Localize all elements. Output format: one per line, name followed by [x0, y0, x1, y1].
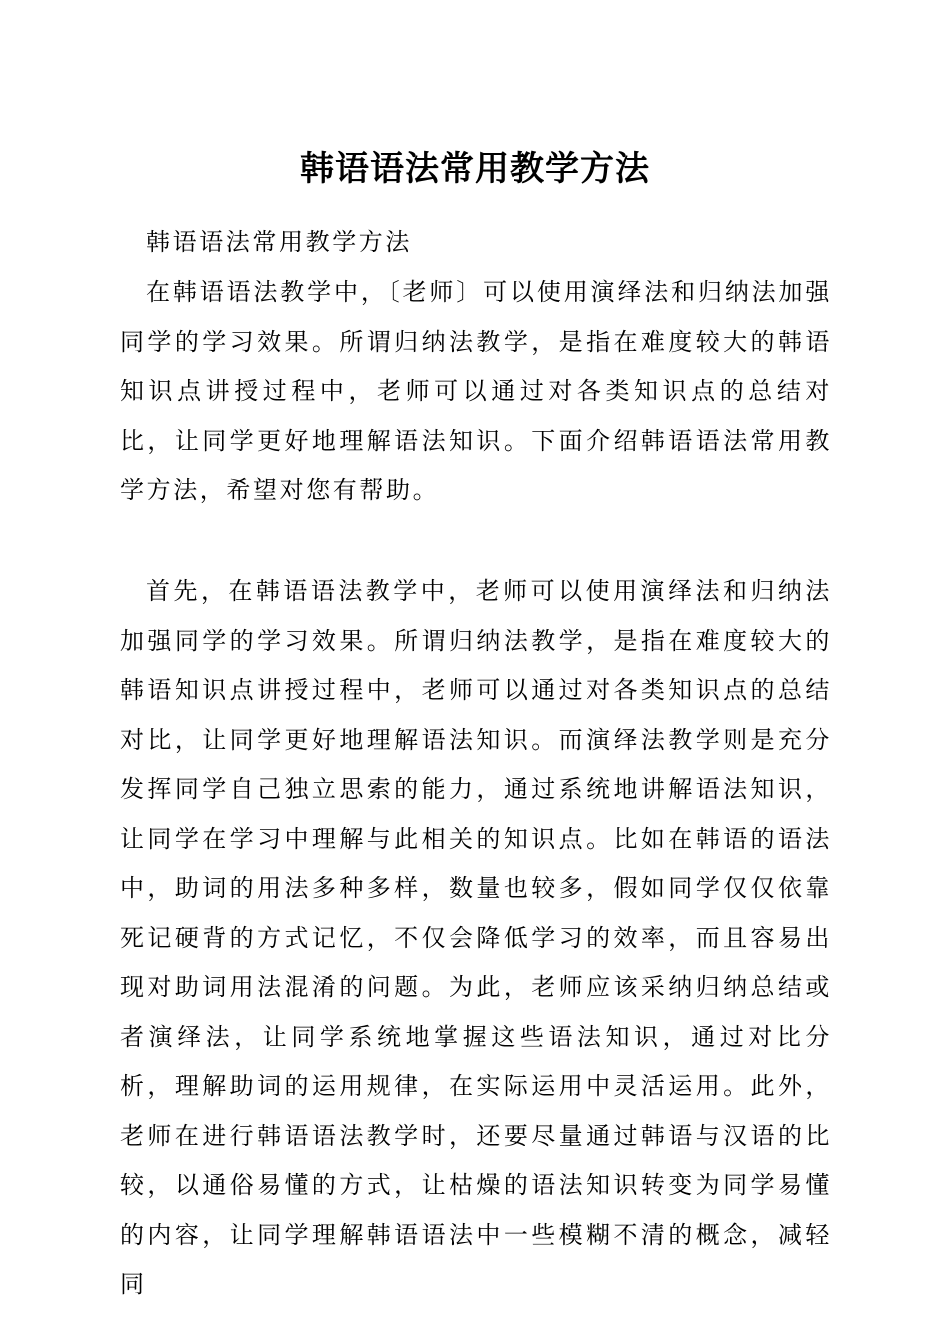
paragraph-first: 首先，在韩语语法教学中，老师可以使用演绎法和归纳法加强同学的学习效果。所谓归纳法教学，是指在难度较大的韩语知识点讲授过程中，老师可以通过对各类知识点的总结对比，让同学更好地理解语法知识。而演绎法教学则是充分发挥同学自己独立思索的能力，通过系统地讲解语法知识，让同学在学习中理解与此相关的知识点。比如在韩语的语法中，助词的用法多种多样，数量也较多，假如同学仅仅依靠死记硬背的方式记忆，不仅会降低学习的效率，而且容易出现对助词用法混淆的问题。为此，老师应该采纳归纳总结或者演绎法，让同学系统地掌握这些语法知识，通过对比分析，理解助词的运用规律，在实际运用中灵活运用。此外，老师在进行韩语语法教学时，还要尽量通过韩语与汉语的比较，以通俗易懂的方式，让枯燥的语法知识转变为同学易懂的内容，让同学理解韩语语法中一些模糊不清的概念，减轻同	[120, 577, 832, 1298]
document-subtitle: 韩语语法常用教学方法	[146, 228, 412, 256]
document-title: 韩语语法常用教学方法	[300, 149, 650, 189]
paragraph-intro: 在韩语语法教学中，〔老师〕可以使用演绎法和归纳法加强同学的学习效果。所谓归纳法教学，是指在难度较大的韩语知识点讲授过程中，老师可以通过对各类知识点的总结对比，让同学更好地理解语法知识。下面介绍韩语语法常用教学方法，希望对您有帮助。	[120, 278, 832, 504]
